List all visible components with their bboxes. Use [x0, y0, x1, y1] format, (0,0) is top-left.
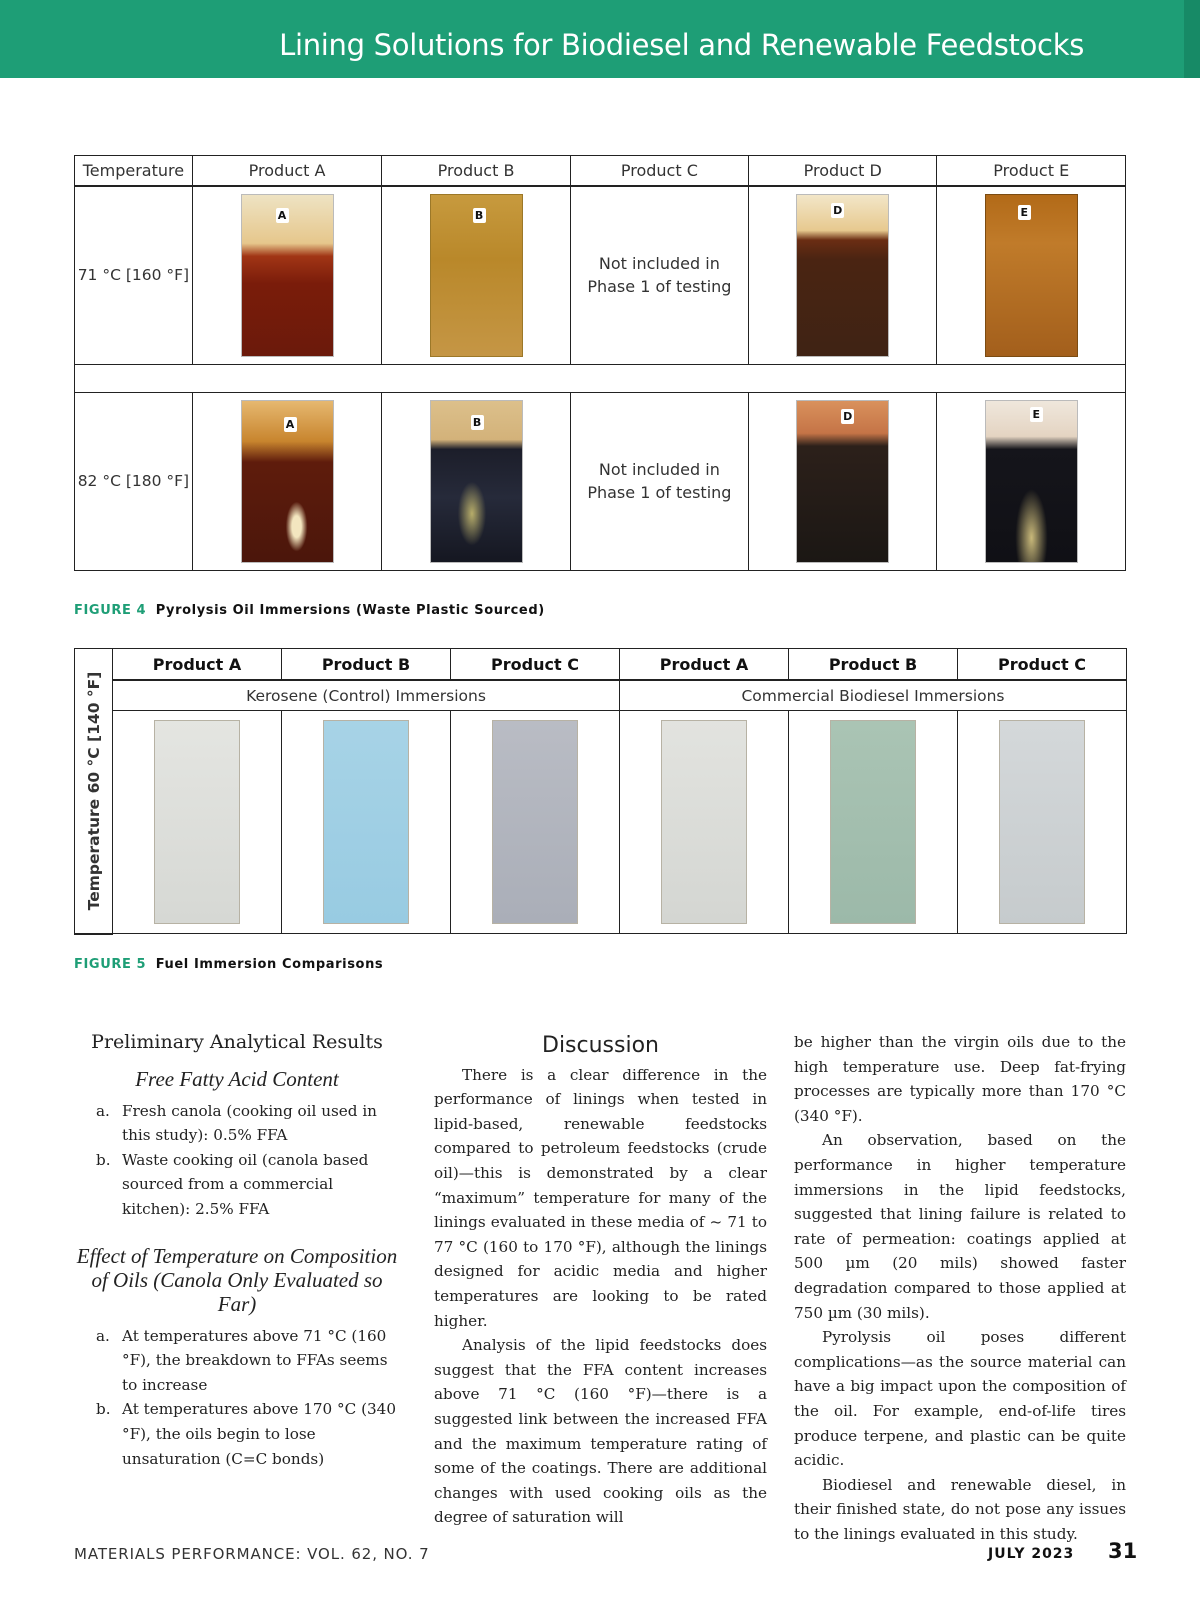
figure4-caption [74, 603, 545, 618]
figure4-cell [382, 186, 570, 364]
panel-image-71c-product-d [796, 194, 889, 357]
figure4-row-82c [75, 392, 1126, 570]
figure5-table [74, 648, 1127, 935]
list-item [74, 1397, 400, 1471]
figure5-caption-text: Fuel Immersion Comparisons [155, 957, 384, 972]
figure4-temp-82c: 82 °C [180 °F] [75, 392, 193, 570]
section-heading-preliminary-results: Preliminary Analytical Results [91, 1031, 383, 1053]
figure5-group-row [75, 680, 1127, 711]
figure5-col-product-b-biodiesel: Product B [789, 649, 958, 681]
figure5-col-product-c-kerosene: Product C [451, 649, 620, 681]
list-item-letter: b. [96, 1400, 111, 1419]
figure5-cell [282, 711, 451, 934]
header-title: Lining Solutions for Biodiesel and Renewable Feedstocks [279, 28, 1084, 62]
footer-journal: MATERIALS PERFORMANCE: VOL. 62, NO. 7 [74, 1545, 430, 1563]
figure4-table [74, 155, 1126, 571]
list-item-text: At temperatures above 170 °C (340 °F), the oils begin to lose unsaturation (C=C bonds) [122, 1400, 396, 1468]
figure4-header-row [75, 156, 1126, 187]
figure5-row-label: Temperature 60 °C [140 °F] [84, 671, 103, 911]
list-item-text: Waste cooking oil (canola based sourced from a commercial kitchen): 2.5% FFA [122, 1150, 369, 1218]
text-column-1 [74, 1030, 400, 1471]
figure4-cell [749, 186, 937, 364]
figure5-row-label-cell [75, 649, 113, 934]
figure5-group-biodiesel: Commercial Biodiesel Immersions [620, 680, 1127, 711]
figure5-col-product-a-kerosene: Product A [113, 649, 282, 681]
text-column-3 [794, 1030, 1126, 1546]
figure4-col-product-a: Product A [192, 156, 382, 187]
panel-image-71c-product-a [241, 194, 334, 357]
figure4-spacer-cell [75, 364, 1126, 392]
panel-label: A [284, 417, 297, 432]
figure4-col-product-c: Product C [570, 156, 748, 187]
figure4-cell [937, 186, 1126, 364]
panel-image-biodiesel-product-b [830, 720, 916, 924]
panel-label: D [843, 409, 853, 423]
figure5-col-product-c-biodiesel: Product C [958, 649, 1127, 681]
list-item-letter: a. [96, 1326, 110, 1345]
paragraph: There is a clear difference in the performance of linings when tested in lipid-based, renewable feedstocks compared to petroleum feedstocks (crude oil)—this is demonstrated by a clear “maximum” temperature for many of the linings evaluated in these media of ~ 71 to 77 °C (160 to 170 °F), although the linings designed for acidic media and higher temperatures are looking to be rated higher. [434, 1065, 767, 1330]
panel-label: B [473, 208, 486, 223]
panel-image-kerosene-product-b [323, 720, 409, 924]
figure4-caption-label: FIGURE 4 [74, 603, 147, 618]
figure4-spacer-row [75, 364, 1126, 392]
panel-image-biodiesel-product-c [999, 720, 1085, 924]
figure5-caption-label: FIGURE 5 [74, 957, 147, 972]
figure5-cell [620, 711, 789, 934]
figure4-cell [382, 392, 570, 570]
list-item [74, 1148, 400, 1222]
list-item-letter: a. [96, 1101, 110, 1120]
panel-image-kerosene-product-a [154, 720, 240, 924]
panel-label: E [1030, 407, 1043, 422]
figure4-cell [192, 186, 382, 364]
figure5-col-product-a-biodiesel: Product A [620, 649, 789, 681]
figure5-header-row [75, 649, 1127, 681]
panel-image-82c-product-e [985, 400, 1078, 563]
footer-date: JULY 2023 [988, 1546, 1075, 1562]
figure4-cell [192, 392, 382, 570]
paragraph: Analysis of the lipid feedstocks does suggest that the FFA content increases above 71 °C (160 °F)—there is a suggested link between the increased FFA and the maximum temperature rating of some of the coatings. There are additional changes with used cooking oils as the degree of saturation will [434, 1336, 767, 1527]
figure4-col-product-d: Product D [749, 156, 937, 187]
figure4-row-71c [75, 186, 1126, 364]
header-banner-edge [1184, 0, 1200, 78]
panel-image-82c-product-b [430, 400, 523, 563]
list-item-letter: b. [96, 1150, 111, 1169]
figure5-cell [113, 711, 282, 934]
figure5-group-kerosene: Kerosene (Control) Immersions [113, 680, 620, 711]
figure5-caption [74, 957, 383, 972]
panel-image-82c-product-d [796, 400, 889, 563]
list-item-text: Fresh canola (cooking oil used in this study): 0.5% FFA [122, 1101, 377, 1145]
figure5-cell [451, 711, 620, 934]
figure4-temp-71c: 71 °C [160 °F] [75, 186, 193, 364]
subheading-effect-of-temperature: Effect of Temperature on Composition of Oils (Canola Only Evaluated so Far) [76, 1243, 398, 1316]
panel-image-71c-product-b [430, 194, 523, 357]
paragraph: be higher than the virgin oils due to the high temperature use. Deep fat-frying processes are typically more than 170 °C (340 °F). [794, 1033, 1126, 1125]
panel-label: E [1018, 205, 1031, 220]
figure4-not-included-82c: Not included in Phase 1 of testing [570, 392, 748, 570]
panel-label: B [471, 415, 484, 430]
paragraph: An observation, based on the performance in higher temperature immersions in the lipid feedstocks, suggested that lining failure is related to rate of permeation: coatings applied at 500 µm (20 mils) showed faster degradation compared to those applied at 750 µm (30 mils). [794, 1131, 1126, 1322]
ffa-list [74, 1099, 400, 1222]
figure4-caption-text: Pyrolysis Oil Immersions (Waste Plastic Sourced) [155, 603, 545, 618]
figure4-col-product-e: Product E [937, 156, 1126, 187]
panel-image-82c-product-a [241, 400, 334, 563]
panel-image-71c-product-e [985, 194, 1078, 357]
figure4-cell [937, 392, 1126, 570]
paragraph: Biodiesel and renewable diesel, in their finished state, do not pose any issues to the linings evaluated in this study. [794, 1475, 1126, 1543]
figure5-col-product-b-kerosene: Product B [282, 649, 451, 681]
panel-label: A [276, 208, 289, 223]
temperature-list [74, 1324, 400, 1472]
panel-image-kerosene-product-c [492, 720, 578, 924]
section-heading-discussion: Discussion [542, 1033, 659, 1058]
panel-image-biodiesel-product-a [661, 720, 747, 924]
list-item [74, 1324, 400, 1398]
figure5-cell [958, 711, 1127, 934]
text-column-2 [434, 1034, 767, 1530]
subheading-free-fatty-acid: Free Fatty Acid Content [135, 1066, 339, 1091]
list-item [74, 1099, 400, 1148]
list-item-text: At temperatures above 71 °C (160 °F), the breakdown to FFAs seems to increase [122, 1326, 388, 1394]
figure5-cell [789, 711, 958, 934]
figure4-cell [749, 392, 937, 570]
panel-label: D [833, 203, 843, 217]
figure4-not-included-71c: Not included in Phase 1 of testing [570, 186, 748, 364]
header-banner [0, 0, 1184, 78]
page-number: 31 [1108, 1539, 1138, 1563]
paragraph: Pyrolysis oil poses different complications—as the source material can have a big impact upon the composition of the oil. For example, end-of-life tires produce terpene, and plastic can be quite acidic. [794, 1328, 1126, 1470]
figure5-image-row [75, 711, 1127, 934]
figure4-col-product-b: Product B [382, 156, 570, 187]
figure4-col-temperature: Temperature [75, 156, 193, 187]
